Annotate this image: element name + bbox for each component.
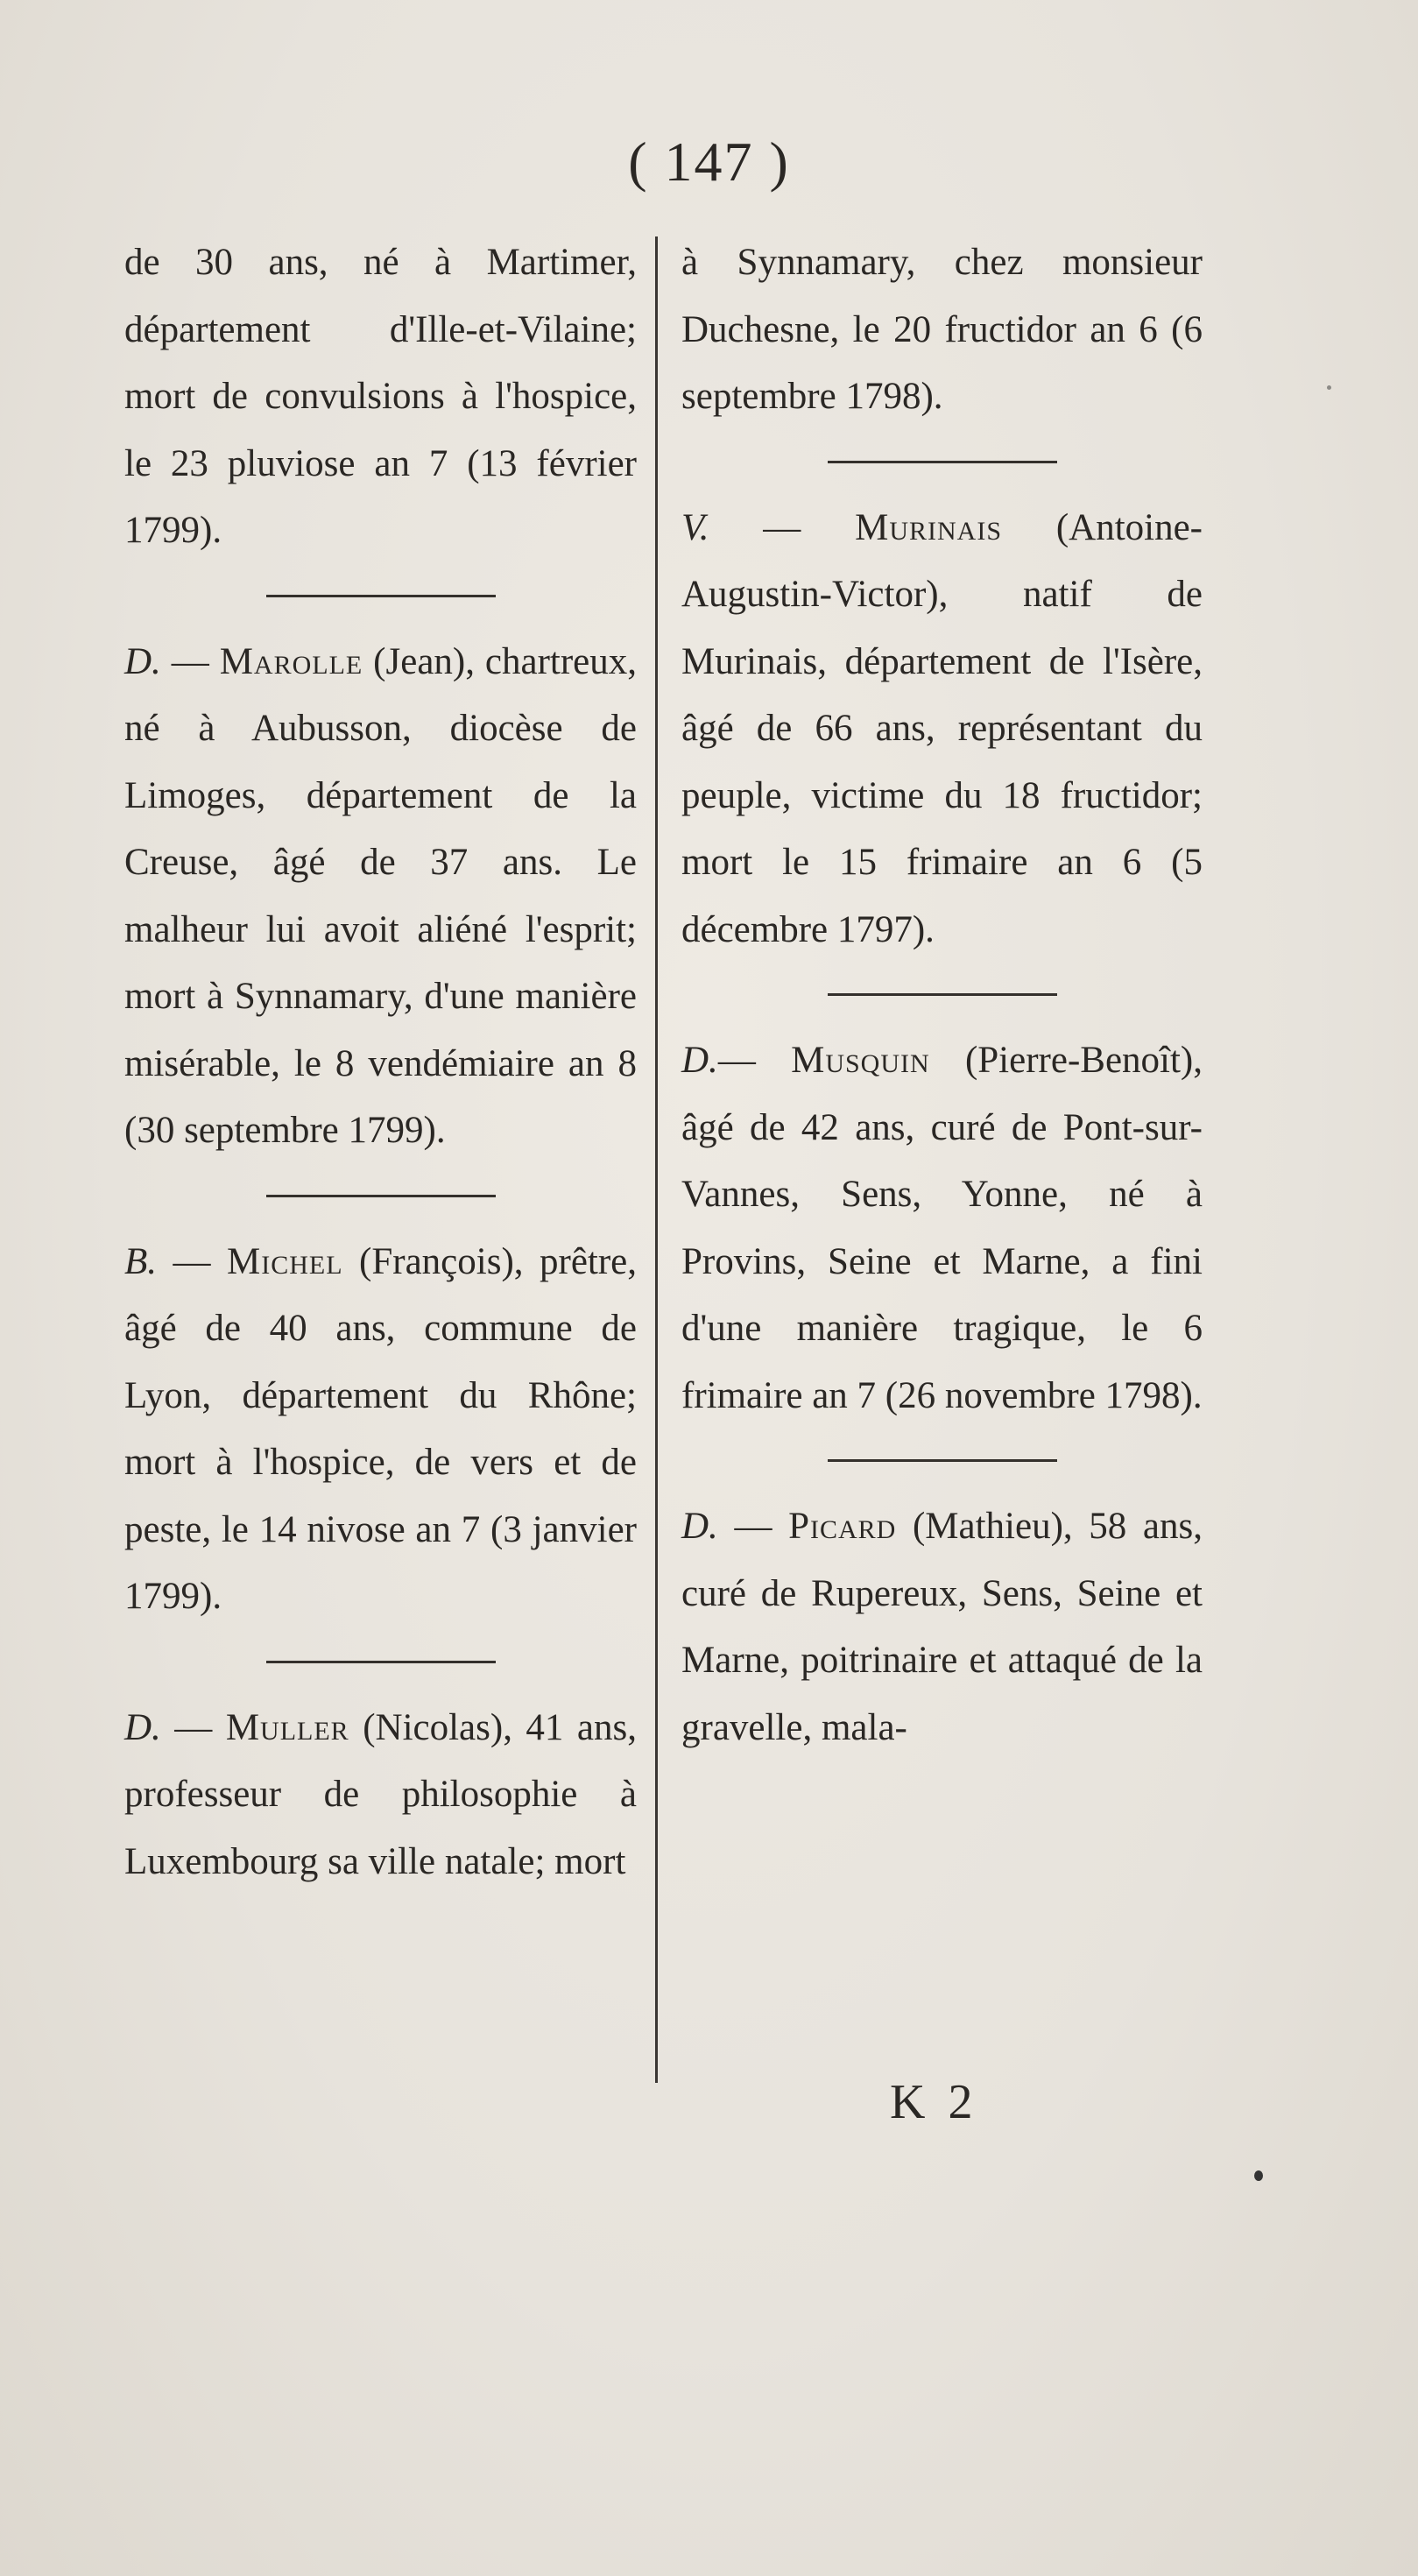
entry-text: (Jean), chartreux, né à Aubusson, diocèse de Limoges, département de la Creuse, âgé de 37 ans. Le malheur lui avoit aliéné l'esprit; mort à Synnamary, d'une manière misérable, le 8 vendémiaire an 8 (30 septembre 1799). [124, 640, 638, 1151]
entry-initial: D. [681, 1040, 718, 1081]
entry-surname: Picard [788, 1506, 897, 1547]
left-column [124, 229, 637, 1895]
entry-michel [124, 1229, 637, 1631]
entry-dash: — [717, 1506, 789, 1547]
entry-marolle [124, 629, 637, 1165]
entry-dash: — [709, 506, 856, 548]
entry-text: (Pierre-Benoît), âgé de 42 ans, curé de Pont-sur-Vannes, Sens, Yonne, né à Provins, Seine et Marne, a fini d'une manière tragique, le 6 frimaire an 7 (26 novembre 1798). [681, 1040, 1203, 1416]
page-number: ( 147 ) [628, 131, 790, 193]
entry-surname: Musquin [791, 1040, 930, 1081]
entry-separator [828, 461, 1057, 463]
entry-initial: D. [124, 640, 161, 682]
entry-text: (Antoine-Augustin-Victor), natif de Murinais, département de l'Isère, âgé de 66 ans, représentant du peuple, victime du 18 fructidor; mort le 15 frimaire an 6 (5 décembre 1797). [681, 506, 1203, 950]
right-column [681, 229, 1203, 1761]
entry-text: (Mathieu), 58 ans, curé de Rupereux, Sens, Seine et Marne, poitrinaire et attaqué de la gravelle, mala- [681, 1506, 1203, 1748]
entry-initial: B. [124, 1240, 158, 1282]
entry-murinais [681, 495, 1203, 964]
column-divider [655, 236, 658, 2083]
entry-surname: Marolle [219, 640, 363, 682]
entry-separator [266, 595, 496, 597]
entry-initial: V. [681, 506, 709, 548]
entry-text: (François), prêtre, âgé de 40 ans, commune de Lyon, département du Rhône; mort à l'hospice, de vers et de peste, le 14 nivose an 7 (3 janvier 1799). [124, 1240, 638, 1617]
entry-separator [266, 1195, 496, 1197]
entry-musquin [681, 1027, 1203, 1429]
entry-separator [266, 1661, 496, 1663]
entry-initial: D. [124, 1706, 161, 1748]
entry-surname: Murinais [855, 506, 1003, 548]
entry-dash: — [717, 1040, 792, 1081]
entry-surname: Michel [227, 1240, 343, 1282]
entry-picard [681, 1493, 1203, 1761]
signature-mark: K 2 [890, 2075, 978, 2129]
entry-dash: — [157, 1240, 227, 1282]
entry-dash: — [160, 640, 220, 682]
entry-text: (Nicolas), 41 ans, professeur de philosophie à Luxembourg sa ville natale; mort [124, 1706, 638, 1882]
entry-dash: — [160, 1706, 226, 1748]
continued-entry-text: à Synnamary, chez monsieur Duchesne, le 20 fructidor an 6 (6 septembre 1798). [681, 242, 1203, 417]
entry-initial: D. [681, 1506, 718, 1547]
ink-speck [1327, 385, 1331, 390]
continued-entry-text: de 30 ans, né à Martimer, département d'Ille-et-Vilaine; mort de convulsions à l'hospice, le 23 pluviose an 7 (13 février 1799). [124, 242, 637, 551]
entry-separator [828, 993, 1057, 996]
ink-speck [1254, 2170, 1263, 2181]
entry-separator [828, 1459, 1057, 1462]
entry-surname: Muller [225, 1706, 349, 1748]
entry-muller [124, 1695, 637, 1896]
